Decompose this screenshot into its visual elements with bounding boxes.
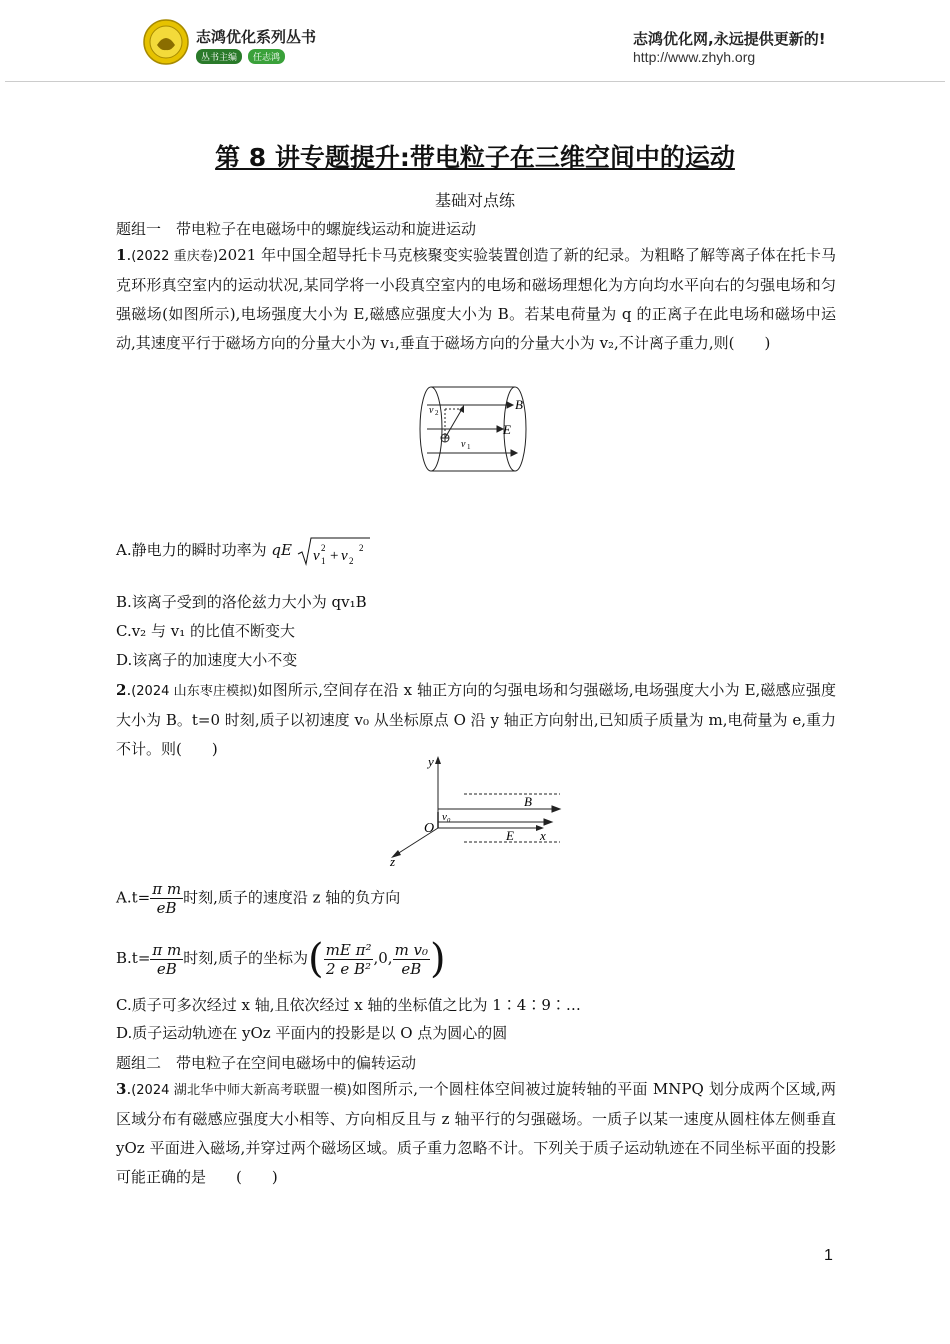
option-text: B.t= xyxy=(116,949,151,967)
option-text: 时刻,质子的坐标为 xyxy=(183,949,309,967)
option-expr: qE xyxy=(271,541,292,559)
q1-option-b[interactable]: B.该离子受到的洛伦兹力大小为 qv₁B xyxy=(116,593,367,611)
question-stem: 如图所示,一个圆柱体空间被过旋转轴的平面 MNPQ 划分成两个区域,两区域分布有磁感应强度大小相等、方向相反且与 z 轴平行的匀强磁场。一质子以某一速度从圆柱体左侧垂直 yOz 平面进入磁场,并穿过两个磁场区域。质子重力忽略不计。下列关于质子运动轨迹在不同坐标平面的投影可能正确的是 ( ) xyxy=(116,1080,836,1186)
q2-option-c[interactable]: C.质子可多次经过 x 轴,且依次经过 x 轴的坐标值之比为 1∶4∶9∶… xyxy=(116,996,581,1014)
q1-option-c[interactable]: C.v₂ 与 v₁ 的比值不断变大 xyxy=(116,622,295,640)
figure-axes-field xyxy=(380,752,570,868)
q1-option-a[interactable] xyxy=(116,534,371,568)
question-number: 2 xyxy=(116,681,127,699)
paren-right: ) xyxy=(430,936,446,982)
header-editor-label: 丛书主编 xyxy=(196,49,242,64)
header-brand: 志鸿优化系列丛书 xyxy=(196,28,317,46)
q2-option-a[interactable] xyxy=(116,880,400,917)
question-source: (2022 重庆卷) xyxy=(131,249,219,264)
question-2: 2.(2024 山东枣庄模拟)如图所示,空间存在沿 x 轴正方向的匀强电场和匀强磁场,电场强度大小为 E,磁感应强度大小为 B。t=0 时刻,质子以初速度 v₀ 从坐标原点 O 沿 y 轴正方向射出,已知质子质量为 m,电荷量为 e,重力不计。则( ) xyxy=(116,681,836,758)
fig2-label-o: O xyxy=(424,821,435,836)
q2-option-d[interactable]: D.质子运动轨迹在 yOz 平面内的投影是以 O 点为圆心的圆 xyxy=(116,1024,508,1042)
option-text: 时刻,质子的速度沿 z 轴的负方向 xyxy=(183,888,401,907)
sqrt-v1: v xyxy=(312,548,320,564)
fig2-label-e: E xyxy=(506,828,514,843)
question-3: 3.(2024 湖北华中师大新高考联盟一模)如图所示,一个圆柱体空间被过旋转轴的平面 MNPQ 划分成两个区域,两区域分布有磁感应强度大小相等、方向相反且与 z 轴平行的匀强磁场。一质子以某一速度从圆柱体左侧垂直 yOz 平面进入磁场,并穿过两个磁场区域。质子重力忽略不计。下列关于质子运动轨迹在不同坐标平面的投影可能正确的是 ( ) xyxy=(116,1080,836,1186)
sqrt-v1-sub: 1 xyxy=(320,556,326,566)
logo-seal-icon xyxy=(143,19,189,65)
sqrt-v1-exp: 2 xyxy=(320,543,326,553)
question-number: 1 xyxy=(116,246,127,264)
figure-cylinder-field xyxy=(415,383,535,475)
fig2-label-y: y xyxy=(428,754,434,769)
header-url[interactable]: http://www.zhyh.org xyxy=(633,49,756,65)
sqrt-plus: + xyxy=(329,548,339,564)
fig-label-v2: v xyxy=(429,405,434,416)
fraction: $\frac{\text{m v₀}}{eB}$ xyxy=(394,940,429,978)
sqrt-v2-exp: 2 xyxy=(358,543,364,553)
question-stem: 如图所示,空间存在沿 x 轴正方向的匀强电场和匀强磁场,电场强度大小为 E,磁感应强度大小为 B。t=0 时刻,质子以初速度 v₀ 从坐标原点 O 沿 y 轴正方向射出,已知质子质量为 m,电荷量为 e,重力不计。则( ) xyxy=(116,681,836,758)
question-stem: 2021 年中国全超导托卡马克核聚变实验装置创造了新的纪录。为粗略了解等离子体在托卡马克环形真空室内的运动状况,某同学将一小段真空室内的电场和磁场理想化为方向均水平向右的匀强电场和匀强磁场(如图所示),电场强度大小为 E,磁感应强度大小为 B。若某电荷量为 q 的正离子在此电场和磁场中运动,其速度平行于磁场方向的分量大小为 v₁,垂直于磁场方向的分量大小为 v₂,不计离子重力,则( ) xyxy=(116,246,836,352)
page-number: 1 xyxy=(824,1247,833,1264)
header-editor-name: 任志鸿 xyxy=(248,49,285,64)
header-divider xyxy=(5,81,945,82)
group-heading-1: 题组一 带电粒子在电磁场中的螺旋线运动和旋进运动 xyxy=(116,220,477,238)
sqrt-expression xyxy=(297,534,371,568)
page-title: 第 8 讲专题提升:带电粒子在三维空间中的运动 xyxy=(215,143,735,172)
paren-left: ( xyxy=(308,936,324,982)
fig-label-b: B xyxy=(515,397,523,412)
option-text: A.静电力的瞬时功率为 xyxy=(116,541,272,559)
question-source: (2024 湖北华中师大新高考联盟一模) xyxy=(131,1083,352,1098)
question-source: (2024 山东枣庄模拟) xyxy=(131,684,258,699)
section-subtitle: 基础对点练 xyxy=(434,191,515,210)
fraction: $\frac{\text{mE π²}}{\text{2 e B²}}$ xyxy=(325,940,372,978)
fig-label-e: E xyxy=(503,422,511,437)
group-heading-2: 题组二 带电粒子在空间电磁场中的偏转运动 xyxy=(116,1054,417,1072)
q1-option-d[interactable]: D.该离子的加速度大小不变 xyxy=(116,651,298,669)
fig2-label-x: x xyxy=(540,828,546,843)
fig2-label-b: B xyxy=(524,794,532,809)
header-slogan: 志鸿优化网,永远提供更新的! xyxy=(633,30,826,48)
q2-option-b[interactable] xyxy=(116,936,446,982)
question-1: 1.(2022 重庆卷)2021 年中国全超导托卡马克核聚变实验装置创造了新的纪录。为粗略了解等离子体在托卡马克环形真空室内的运动状况,某同学将一小段真空室内的电场和磁场理想化为方向均水平向右的匀强电场和匀强磁场(如图所示),电场强度大小为 E,磁感应强度大小为 B。若某电荷量为 q 的正离子在此电场和磁场中运动,其速度平行于磁场方向的分量大小为 v₁,垂直于磁场方向的分量大小为 v₂,不计离子重力,则( ) xyxy=(116,246,836,352)
fig2-label-v0: v₀ xyxy=(442,811,451,823)
option-text: A.t= xyxy=(116,888,151,907)
sqrt-v2-sub: 2 xyxy=(348,556,354,566)
fig-label-v1: v xyxy=(461,439,466,450)
sqrt-v2: v xyxy=(340,548,348,564)
fraction: $\frac{\text{π m}}{eB}$ xyxy=(152,940,182,978)
question-number: 3 xyxy=(116,1080,127,1098)
fraction: $\frac{\text{π m}}{eB}$ xyxy=(152,880,182,917)
fig2-label-z: z xyxy=(390,854,396,868)
fig-label-v2-sub: 2 xyxy=(435,409,439,417)
fig-label-v1-sub: 1 xyxy=(467,443,471,451)
coord-middle: ,0, xyxy=(373,949,393,967)
